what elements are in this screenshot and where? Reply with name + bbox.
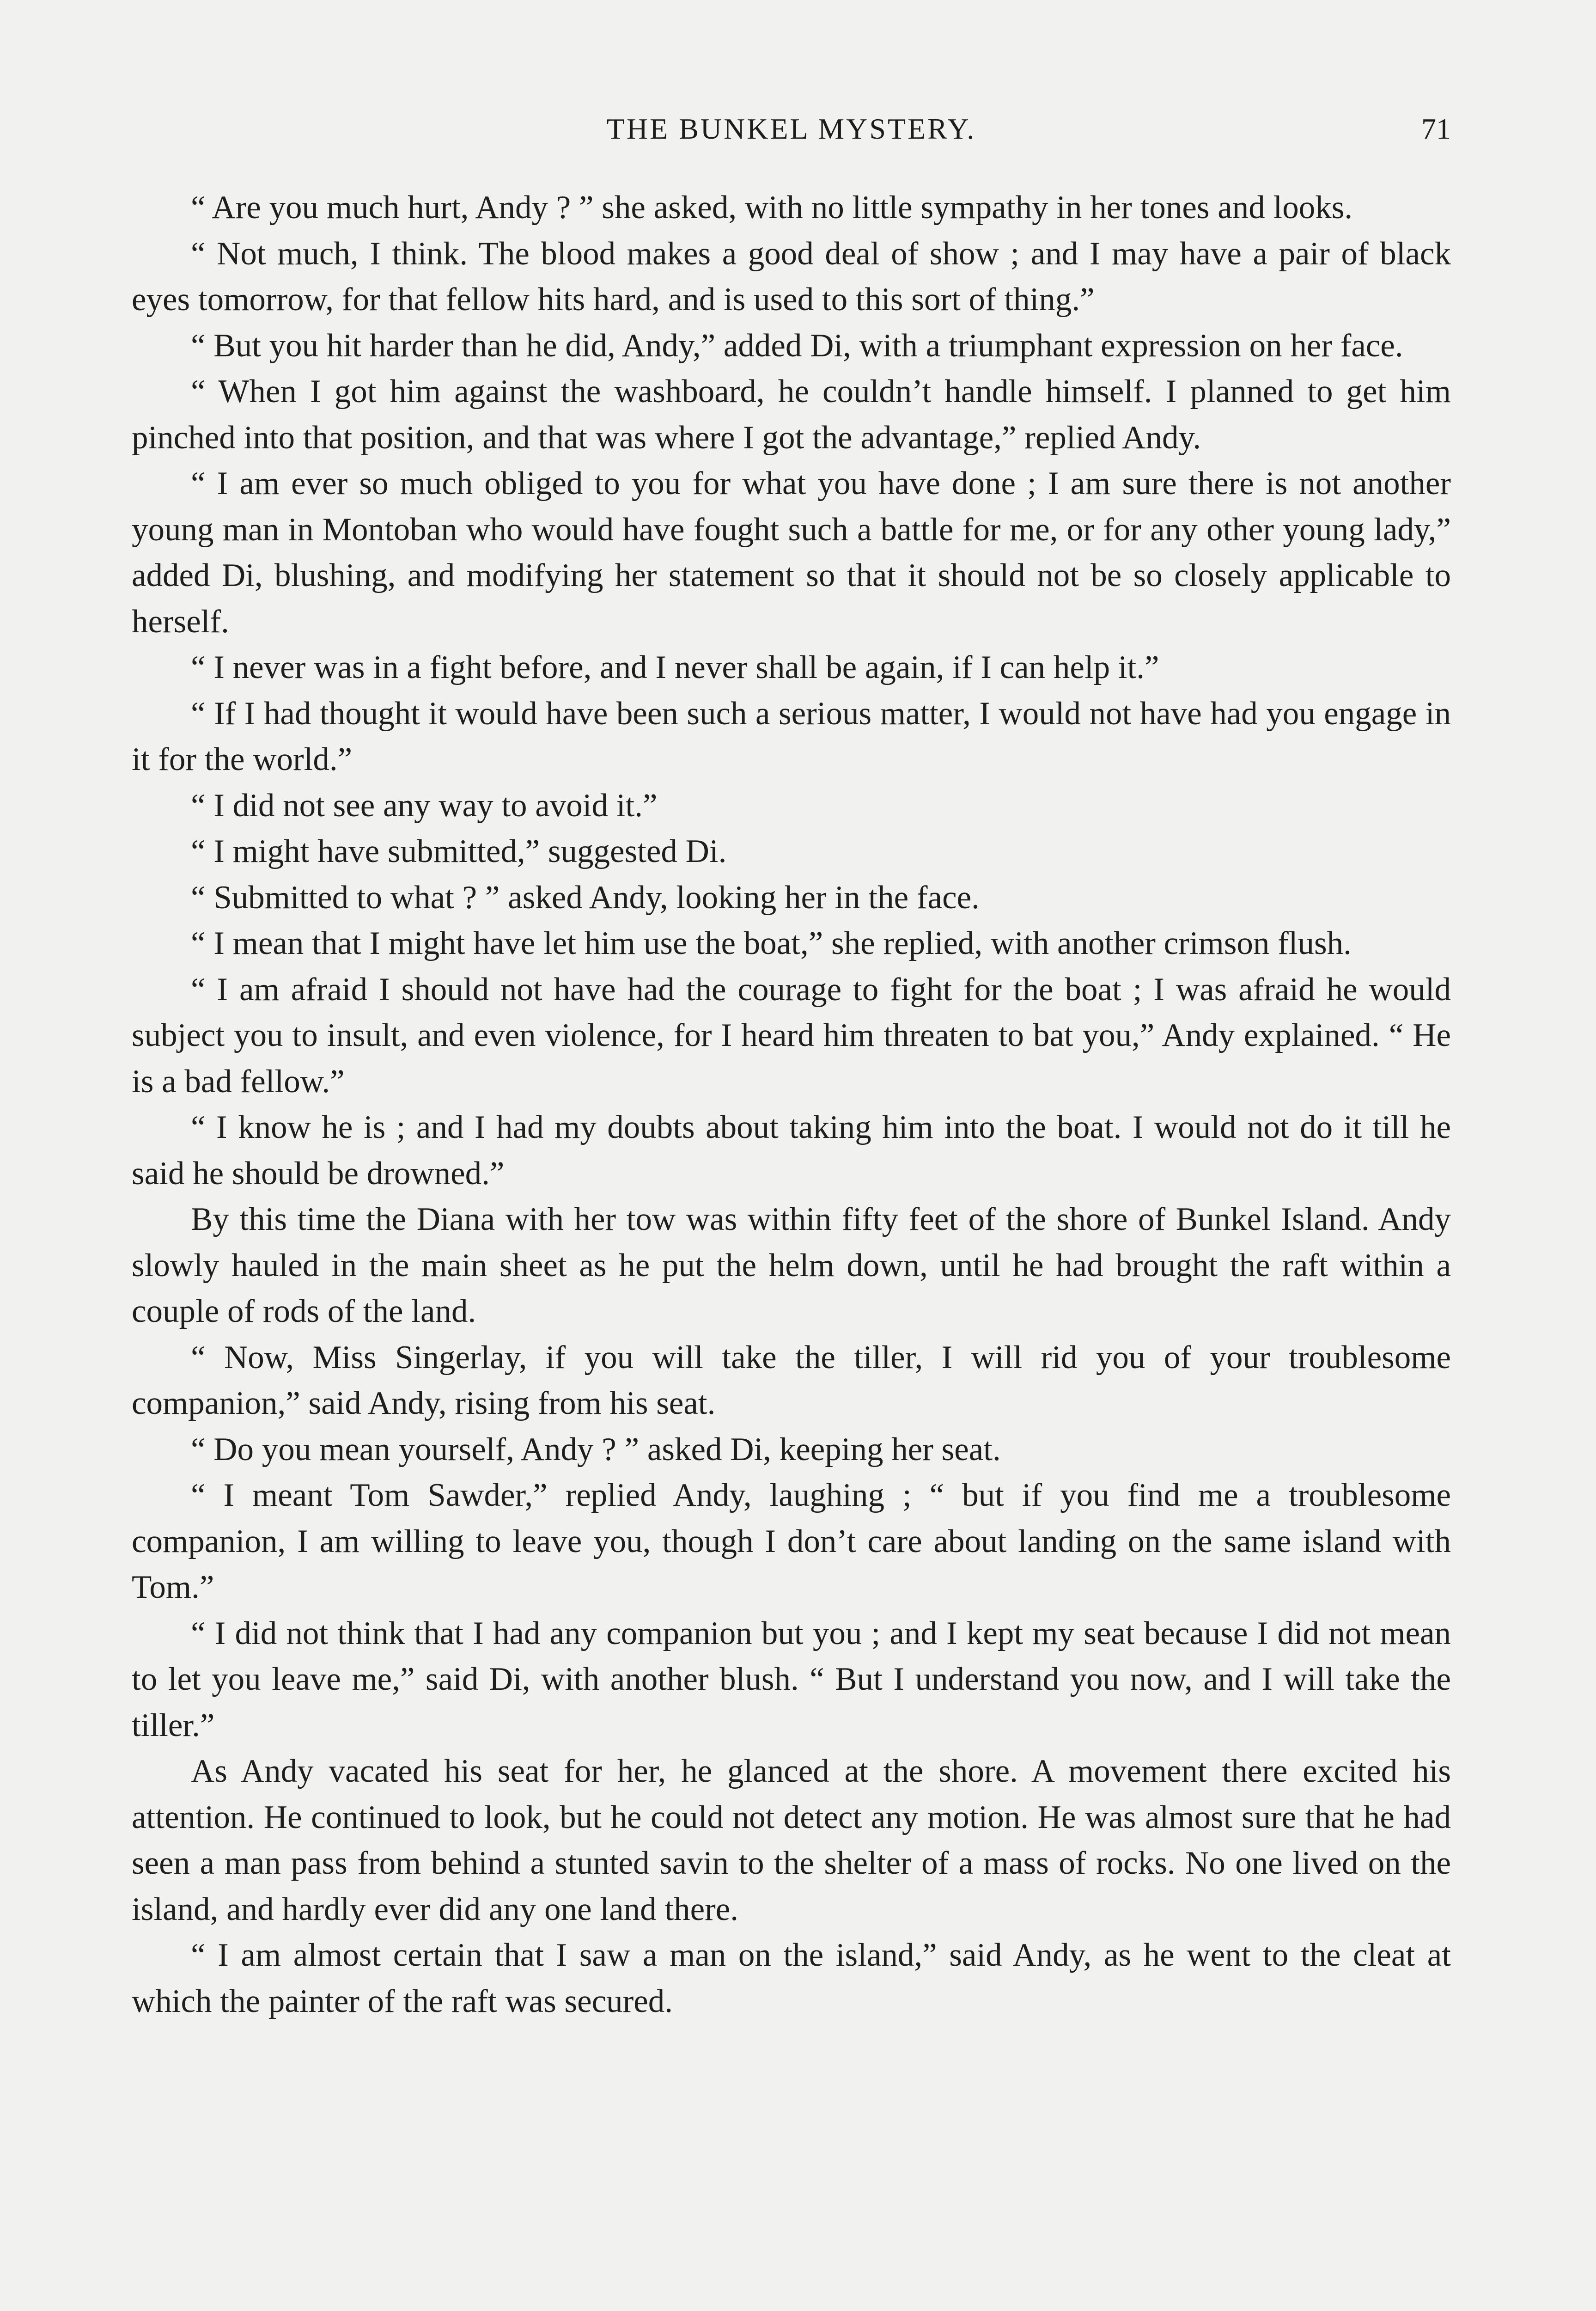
- paragraph-15: “ Now, Miss Singerlay, if you will take the tiller, I will rid you of your troublesome companion,” said Andy, rising from his seat.: [132, 1339, 1451, 1421]
- paragraph-2: “ Not much, I think. The blood makes a good deal of show ; and I may have a pair of black eyes tomorrow, for that fellow hits hard, and is used to this sort of thing.”: [132, 235, 1451, 318]
- paragraph-5: “ I am ever so much obliged to you for what you have done ; I am sure there is not another young man in Montoban who would have fought such a battle for me, or for any other young lady,” added Di, blushing, and modifying her statement so that it should not be so closely applicable to herself.: [132, 465, 1451, 640]
- page-number: 71: [1421, 112, 1451, 145]
- paragraph-11: “ I mean that I might have let him use the boat,” she replied, with another crimson flush.: [191, 925, 1352, 961]
- paragraph-7: “ If I had thought it would have been such a serious matter, I would not have had you engage in it for the world.”: [132, 695, 1451, 777]
- paragraph-12: “ I am afraid I should not have had the courage to fight for the boat ; I was afraid he would subject you to insult, and even violence, for I heard him threaten to bat you,” Andy explained. “ He is a bad fellow.”: [132, 971, 1451, 1100]
- paragraph-17: “ I meant Tom Sawder,” replied Andy, laughing ; “ but if you find me a troublesome companion, I am willing to leave you, though I don’t care about landing on the same island with Tom.”: [132, 1477, 1451, 1605]
- paragraph-18: “ I did not think that I had any companion but you ; and I kept my seat because I did not mean to let you leave me,” said Di, with another blush. “ But I understand you now, and I will take the tiller.”: [132, 1615, 1451, 1743]
- paragraph-13: “ I know he is ; and I had my doubts about taking him into the boat. I would not do it till he said he should be drowned.”: [132, 1109, 1451, 1192]
- paragraph-1: “ Are you much hurt, Andy ? ” she asked, with no little sympathy in her tones and looks.: [191, 190, 1353, 226]
- page-header: [132, 112, 1451, 163]
- paragraph-10: “ Submitted to what ? ” asked Andy, looking her in the face.: [191, 879, 980, 916]
- paragraph-16: “ Do you mean yourself, Andy ? ” asked Di, keeping her seat.: [191, 1431, 1001, 1467]
- paragraph-6: “ I never was in a fight before, and I never shall be again, if I can help it.”: [191, 649, 1159, 685]
- paragraph-14: By this time the Diana with her tow was within fifty feet of the shore of Bunkel Island. Andy slowly hauled in the main sheet as he put the helm down, until he had brought the raft within a couple of rods of the land.: [132, 1201, 1451, 1329]
- paragraph-8: “ I did not see any way to avoid it.”: [191, 787, 658, 824]
- paragraph-20: “ I am almost certain that I saw a man on the island,” said Andy, as he went to the cleat at which the painter of the raft was secured.: [132, 1937, 1451, 2019]
- paragraph-4: “ When I got him against the washboard, he couldn’t handle himself. I planned to get him pinched into that position, and that was where I got the advantage,” replied Andy.: [132, 373, 1451, 456]
- paragraph-3: “ But you hit harder than he did, Andy,” added Di, with a triumphant expression on her face.: [191, 327, 1403, 364]
- paragraph-9: “ I might have submitted,” suggested Di.: [191, 833, 727, 869]
- running-title: THE BUNKEL MYSTERY.: [606, 112, 976, 145]
- paragraph-19: As Andy vacated his seat for her, he glanced at the shore. A movement there excited his attention. He continued to look, but he could not detect any motion. He was almost sure that he had seen a man pass from behind a stunted savin to the shelter of a mass of rocks. No one lived on the island, and hardly ever did any one land there.: [132, 1753, 1451, 1927]
- page-body: [132, 185, 1451, 2024]
